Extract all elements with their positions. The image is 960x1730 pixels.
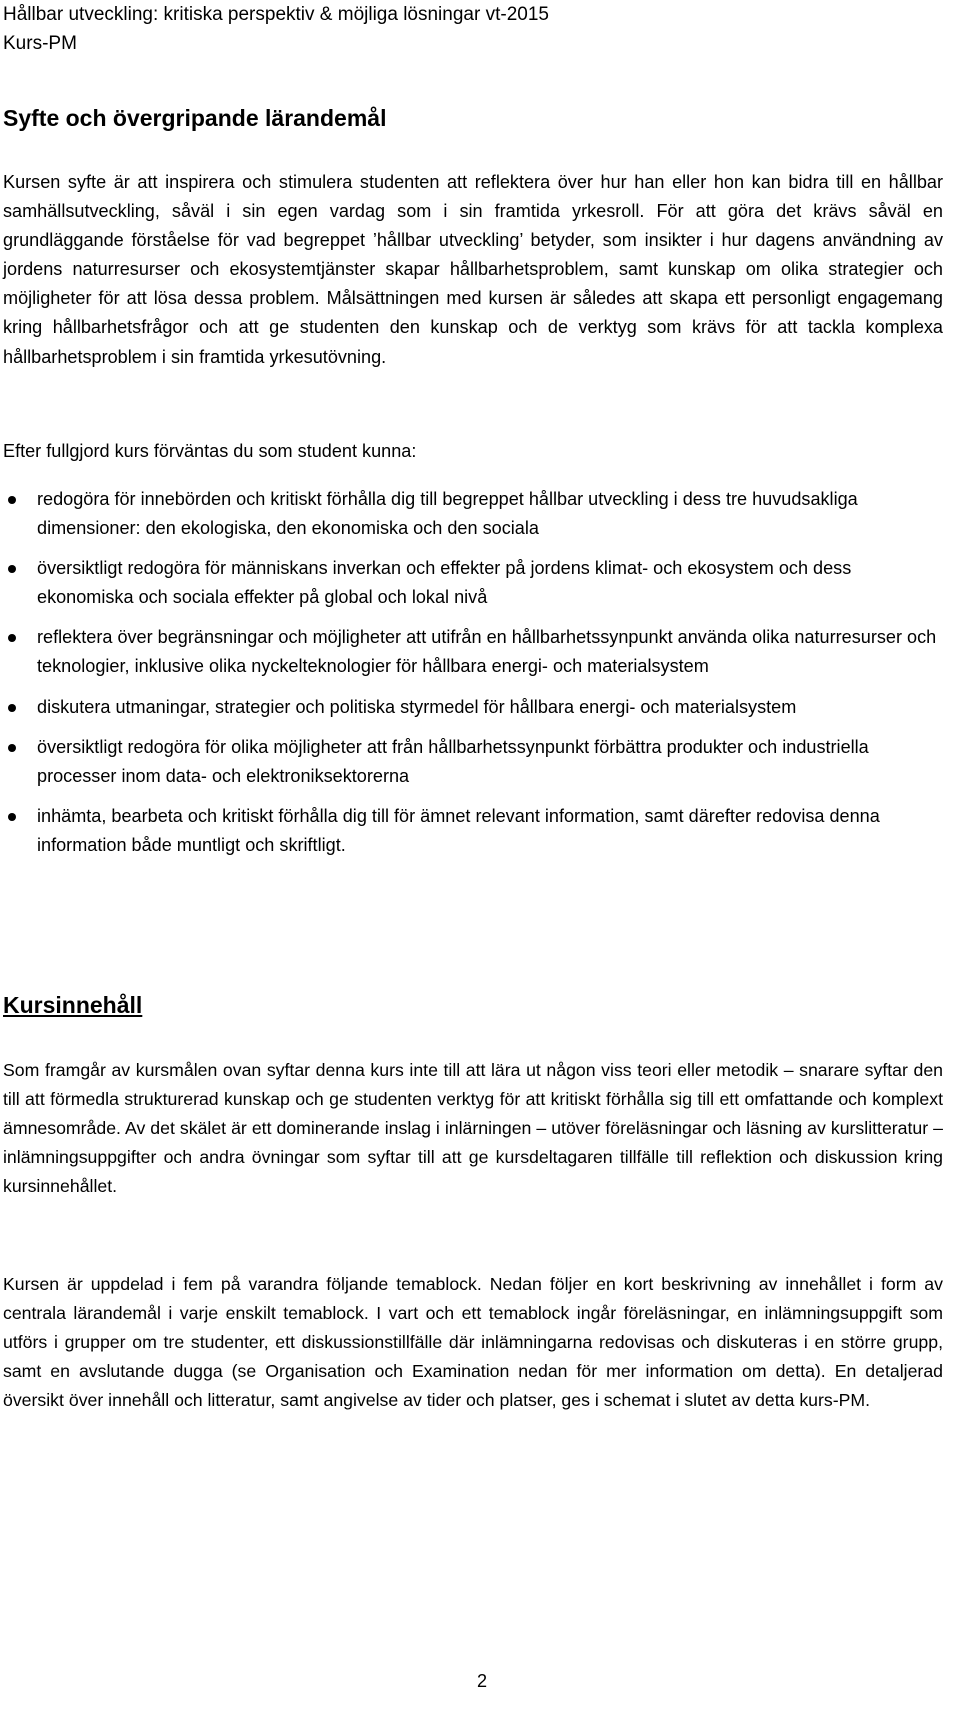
learning-outcome-item <box>0 554 941 612</box>
learning-outcome-text: redogöra för innebörden och kritiskt förhålla dig till begreppet hållbar utveckling i dess tre huvudsakliga dimensioner: den ekologiska, den ekonomiska och den sociala <box>37 489 858 539</box>
learning-outcome-item <box>0 733 941 791</box>
learning-outcomes-list <box>0 485 960 871</box>
page-number: 2 <box>476 1671 488 1691</box>
purpose-heading: Syfte och övergripande lärandemål <box>3 105 387 131</box>
learning-outcome-text: diskutera utmaningar, strategier och politiska styrmedel för hållbara energi- och materialsystem <box>37 696 797 717</box>
bullet-icon <box>8 704 16 712</box>
learning-outcome-text: översiktligt redogöra för människans inverkan och effekter på jordens klimat- och ekosystem och dess ekonomiska och sociala effekter på global och lokal nivå <box>37 558 852 608</box>
bullet-icon <box>8 565 16 573</box>
course-content-paragraph-1: Som framgår av kursmålen ovan syftar denna kurs inte till att lära ut någon viss teori eller metodik – snarare syftar den till att förmedla strukturerad kunskap och ge studenten verktyg för att kritiskt förhålla sig till ett omfattande och komplext ämnesområde. Av det skälet är ett dominerande inslag i inlärningen – utöver föreläsningar och läsning av kurslitteratur – inlämningsuppgifter och andra övningar som syftar till att ge kursdeltagaren tillfälle till reflektion och diskussion kring kursinnehållet. <box>3 1060 943 1197</box>
learning-outcome-item <box>0 802 941 860</box>
bullet-icon <box>8 496 16 504</box>
learning-outcomes-intro: Efter fullgjord kurs förväntas du som student kunna: <box>3 441 417 461</box>
page-header <box>3 0 943 58</box>
learning-outcome-item <box>0 485 941 543</box>
learning-outcome-text: inhämta, bearbeta och kritiskt förhålla dig till för ämnet relevant information, samt därefter redovisa denna information både muntligt och skriftligt. <box>37 805 880 855</box>
document-type-label: Kurs-PM <box>3 33 77 54</box>
bullet-icon <box>8 744 16 752</box>
learning-outcome-text: reflektera över begränsningar och möjligheter att utifrån en hållbarhetssynpunkt använda olika naturresurser och teknologier, inklusive olika nyckelteknologier för hållbara energi- och materialsystem <box>37 627 937 677</box>
learning-outcome-text: översiktligt redogöra för olika möjligheter att från hållbarhetssynpunkt förbättra produkter och industriella processer inom data- och elektroniksektorerna <box>37 736 869 786</box>
learning-outcome-item <box>0 693 941 722</box>
bullet-icon <box>8 813 16 821</box>
course-content-paragraph-2: Kursen är uppdelad i fem på varandra följande temablock. Nedan följer en kort beskrivning av innehållet i form av centrala lärandemål i varje enskilt temablock. I vart och ett temablock ingår föreläsningar, en inlämningsuppgift som utförs i grupper om tre studenter, ett diskussionstillfälle där inlämningarna redovisas och diskuteras i en större grupp, samt en avslutande dugga (se Organisation och Examination nedan för mer information om detta). En detaljerad översikt över innehåll och litteratur, samt angivelse av tider och platser, ges i schemat i slutet av detta kurs-PM. <box>3 1274 943 1411</box>
bullet-icon <box>8 634 16 642</box>
course-content-heading: Kursinnehåll <box>3 992 143 1018</box>
learning-outcome-item <box>0 623 941 681</box>
purpose-paragraph: Kursen syfte är att inspirera och stimulera studenten att reflektera över hur han eller hon kan bidra till en hållbar samhällsutveckling, såväl i sin egen vardag som i sin framtida yrkesroll. För att göra det krävs såväl en grundläggande förståelse för vad begreppet ’hållbar utveckling’ betyder, som insikter i hur dagens användning av jordens naturresurser och ekosystemtjänster skapar hållbarhetsproblem, samt kunskap om olika strategier och möjligheter för att lösa dessa problem. Målsättningen med kursen är således att skapa ett personligt engagemang kring hållbarhetsfrågor och att ge studenten den kunskap och de verktyg som krävs för att tackla komplexa hållbarhetsproblem i sin framtida yrkesutövning. <box>3 172 943 367</box>
course-title: Hållbar utveckling: kritiska perspektiv & möjliga lösningar vt-2015 <box>3 4 549 25</box>
